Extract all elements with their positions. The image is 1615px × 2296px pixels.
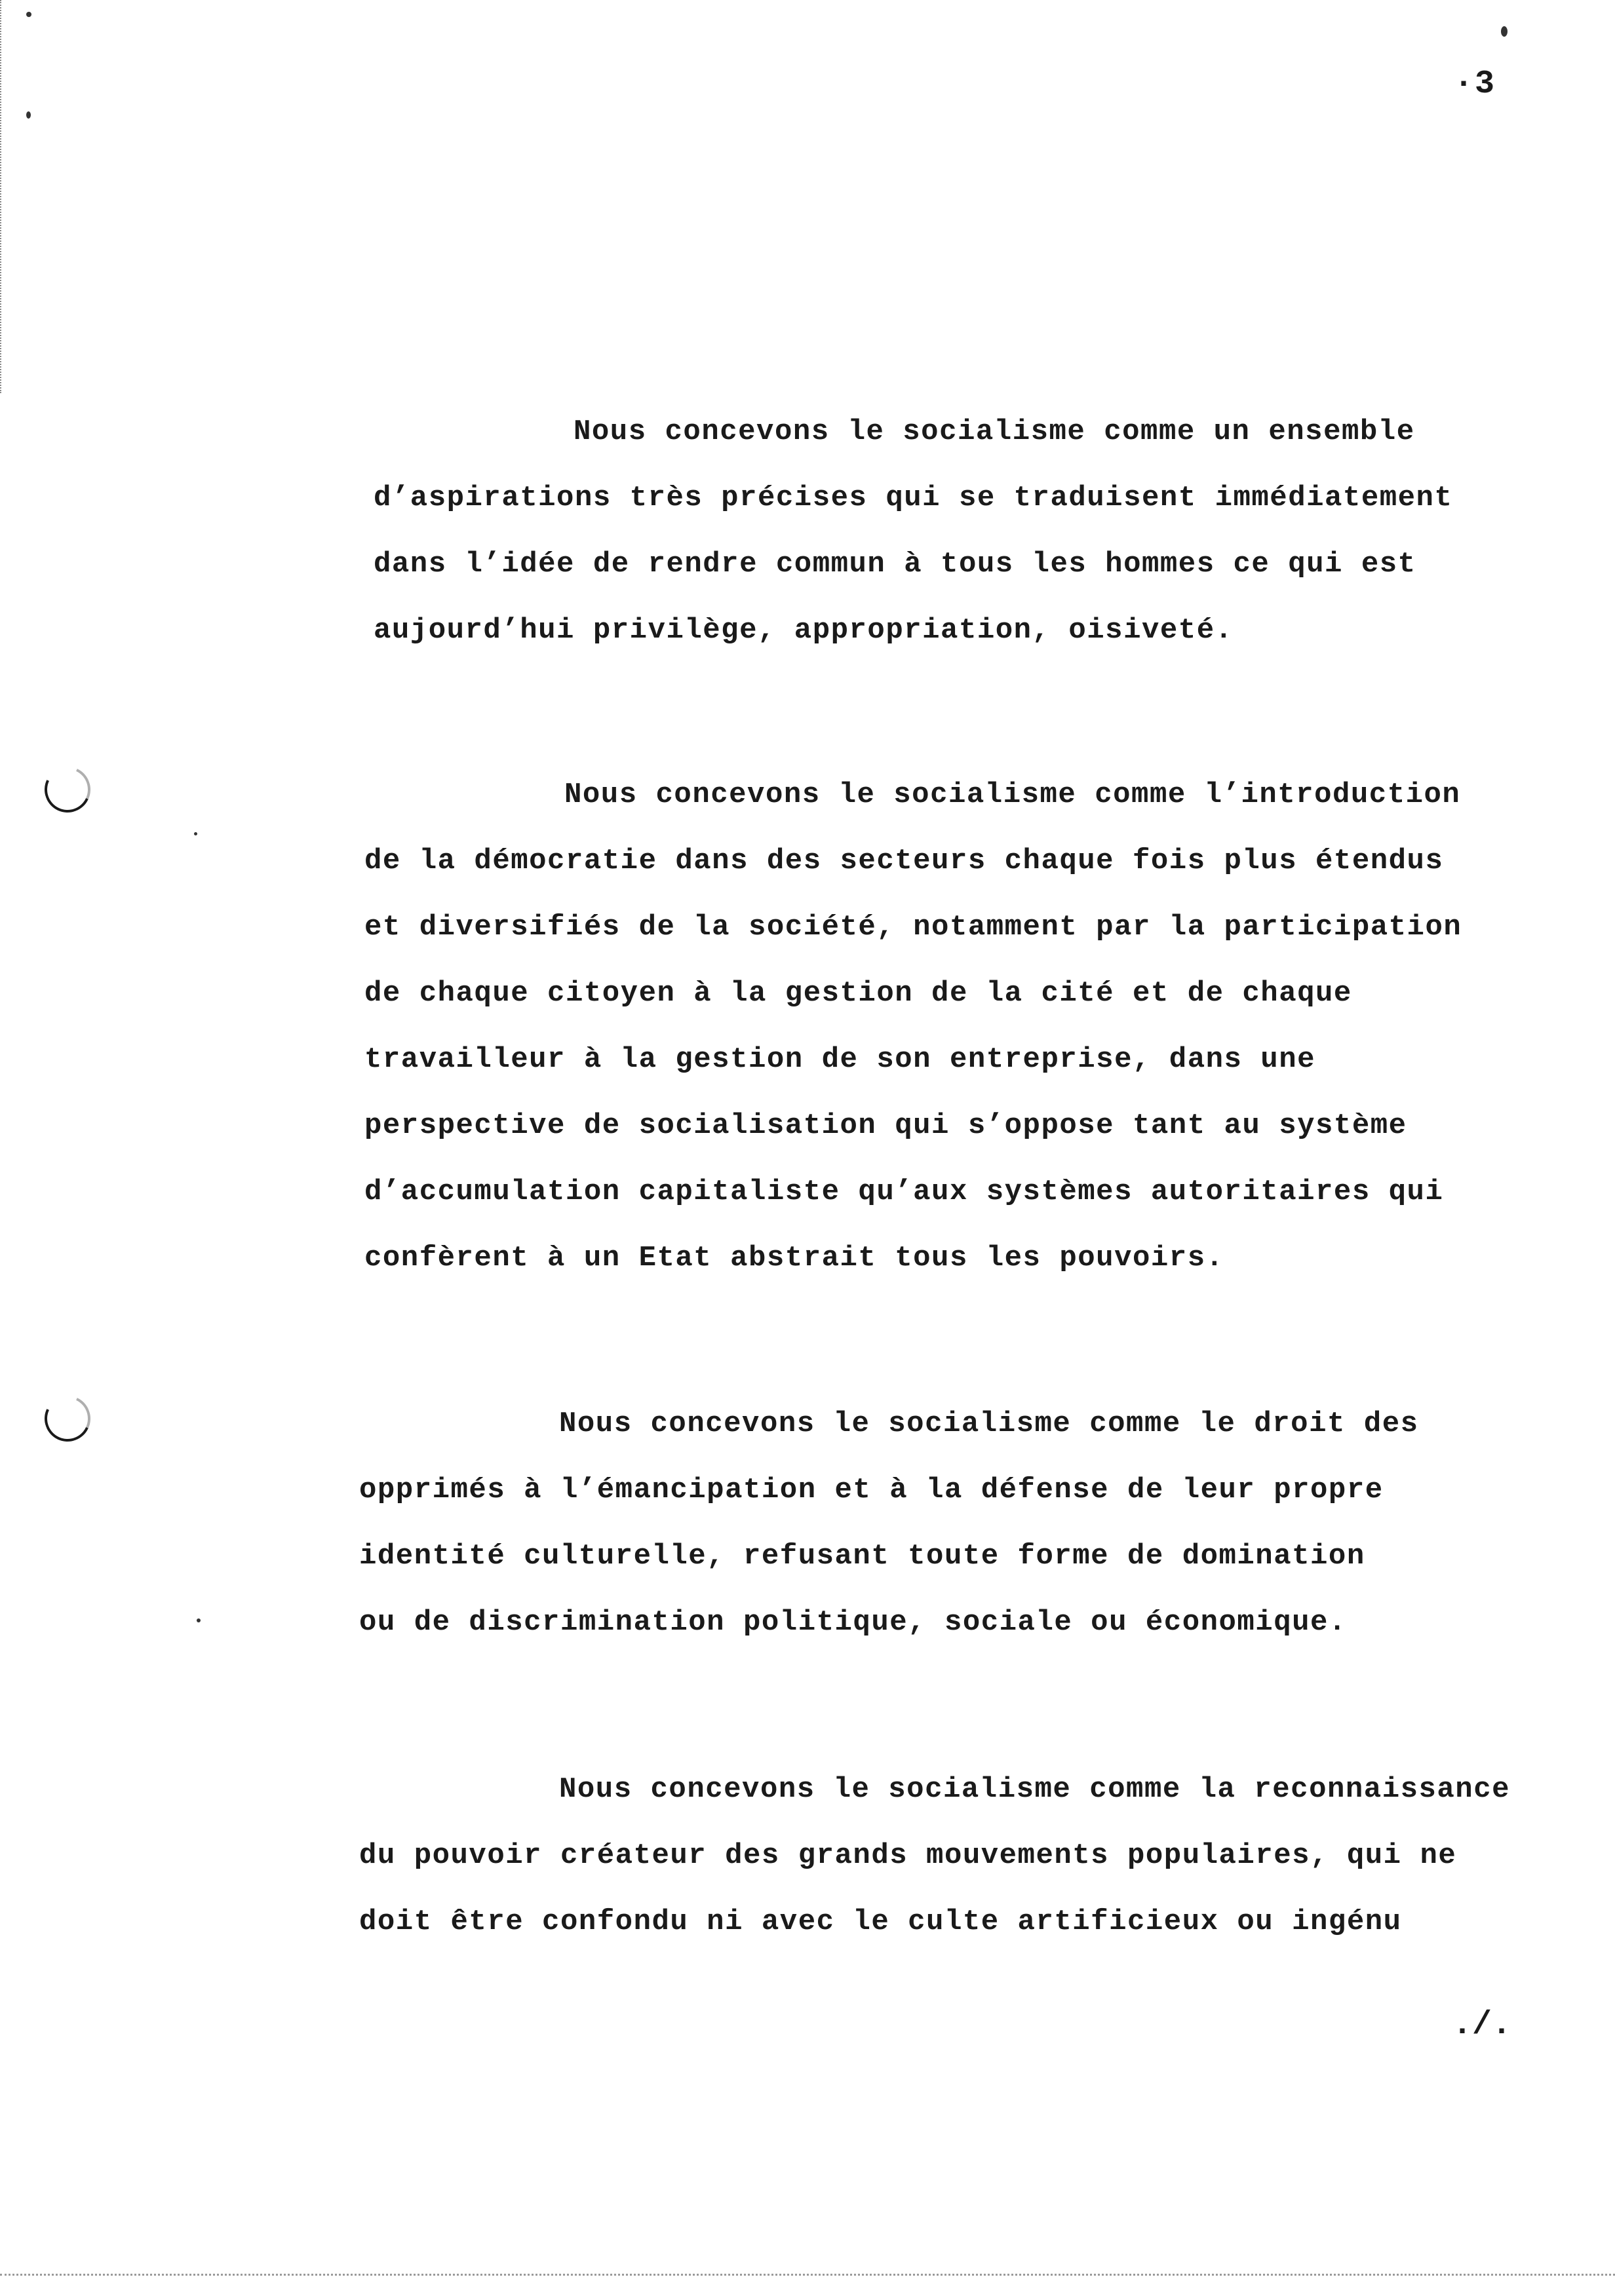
punch-hole-mark	[38, 1389, 97, 1448]
text-line: d’aspirations très précises qui se traduisent immédiatement	[374, 482, 1453, 514]
text-line: Nous concevons le socialisme comme l’introduction	[564, 778, 1461, 811]
text-line: confèrent à un Etat abstrait tous les pouvoirs.	[364, 1242, 1224, 1274]
paper-edge-left	[0, 0, 4, 393]
text-line: opprimés à l’émancipation et à la défense de leur propre	[359, 1474, 1384, 1506]
paragraph-1	[374, 415, 1452, 680]
continuation-mark: ./.	[1452, 2006, 1512, 2044]
paragraph-3	[359, 1407, 1419, 1672]
text-line: de chaque citoyen à la gestion de la cité et de chaque	[364, 977, 1352, 1010]
text-line: aujourd’hui privilège, appropriation, oisiveté.	[374, 614, 1234, 647]
paragraph-2	[364, 778, 1462, 1308]
text-line: de la démocratie dans des secteurs chaque fois plus étendus	[364, 845, 1444, 877]
text-line: perspective de socialisation qui s’oppose tant au système	[364, 1109, 1407, 1142]
speck	[197, 1618, 201, 1622]
paragraph-4	[359, 1773, 1510, 1972]
punch-hole-mark	[38, 760, 97, 819]
paper-edge-bottom	[0, 2274, 1615, 2282]
text-line: d’accumulation capitaliste qu’aux systèmes autoritaires qui	[364, 1176, 1444, 1208]
speck	[194, 832, 197, 835]
text-line: du pouvoir créateur des grands mouvements populaires, qui ne	[359, 1839, 1457, 1872]
page-number: ·3	[1454, 66, 1496, 103]
text-line: dans l’idée de rendre commun à tous les hommes ce qui est	[374, 548, 1416, 581]
text-line: Nous concevons le socialisme comme la reconnaissance	[559, 1773, 1511, 1806]
text-line: travailleur à la gestion de son entreprise, dans une	[364, 1043, 1316, 1076]
text-line: Nous concevons le socialisme comme le droit des	[559, 1407, 1419, 1440]
speck	[1501, 26, 1508, 37]
text-line: et diversifiés de la société, notamment par la participation	[364, 911, 1462, 944]
text-line: ou de discrimination politique, sociale ou économique.	[359, 1606, 1347, 1639]
speck	[26, 111, 31, 119]
text-line: identité culturelle, refusant toute forme de domination	[359, 1540, 1365, 1573]
speck	[26, 12, 31, 17]
text-line: doit être confondu ni avec le culte artificieux ou ingénu	[359, 1905, 1402, 1938]
text-line: Nous concevons le socialisme comme un ensemble	[574, 415, 1415, 448]
